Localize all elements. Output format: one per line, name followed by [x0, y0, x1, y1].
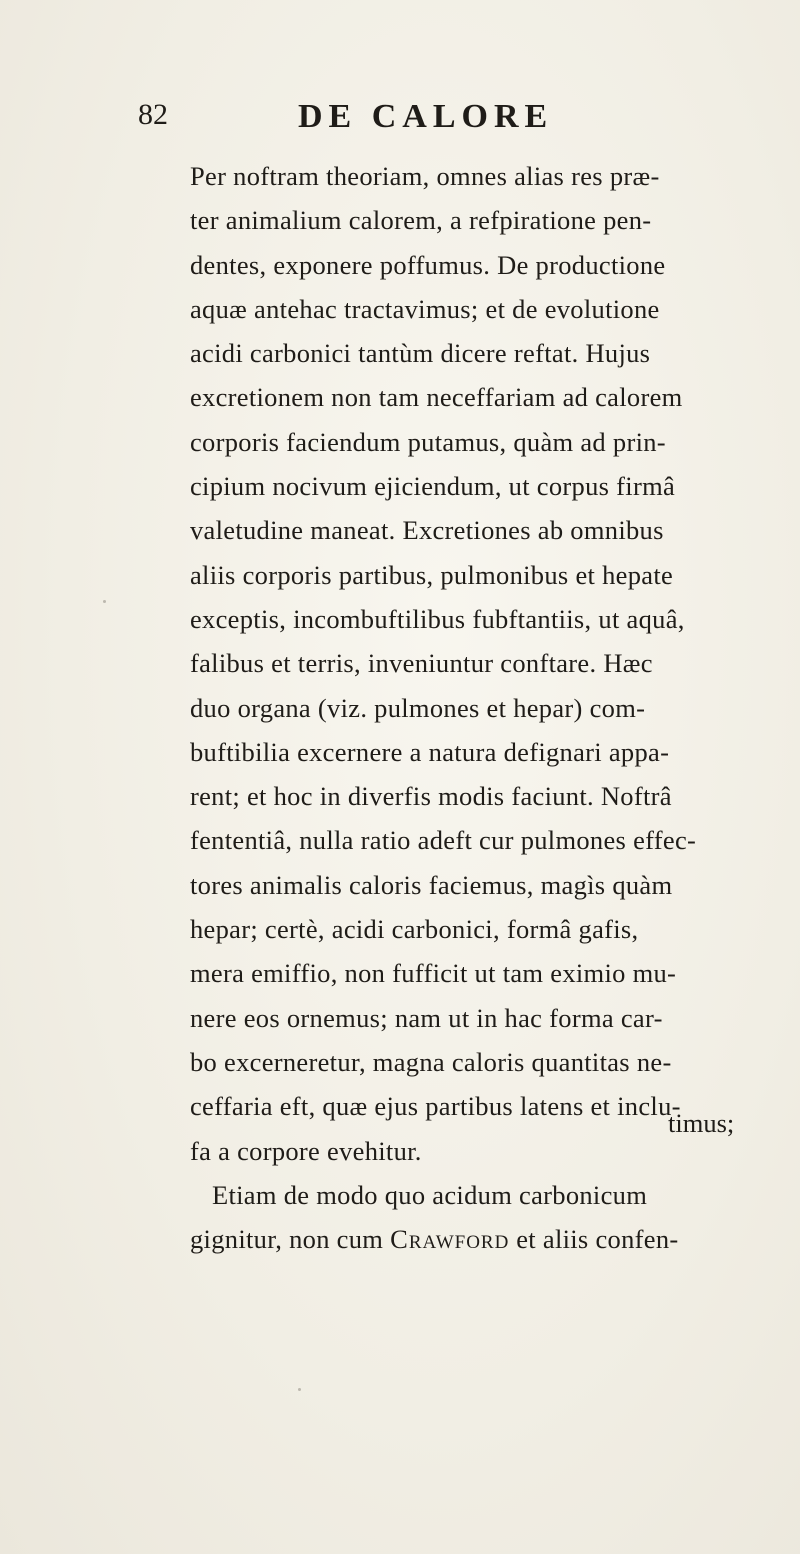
text-segment: et aliis confen- [509, 1224, 679, 1255]
running-title: DE CALORE [298, 98, 554, 135]
text-line: aliis corporis partibus, pulmonibus et hepate [190, 559, 674, 590]
page-number: 82 [138, 98, 168, 131]
page-header [138, 98, 758, 148]
text-line: valetudine maneat. Excretiones ab omnibus [190, 515, 664, 546]
text-segment: gignitur, non cum [190, 1224, 391, 1255]
text-line: falibus et terris, inveniuntur conftare. Hæc [190, 648, 653, 679]
paragraph-2-line-2 [190, 1217, 770, 1261]
body-text [190, 154, 770, 1261]
catchword: timus; [668, 1108, 735, 1138]
text-line: fa a corpore evehitur. [190, 1135, 422, 1166]
text-line: excretionem non tam neceffariam ad calorem [190, 382, 683, 413]
paper-speck [298, 1388, 301, 1391]
text-line: cipium nocivum ejiciendum, ut corpus firmâ [190, 471, 676, 502]
text-line: nere eos ornemus; nam ut in hac forma car- [190, 1002, 663, 1033]
text-line: ceffaria eft, quæ ejus partibus latens et inclu- [190, 1091, 681, 1122]
text-line: ter animalium calorem, a refpiratione pen- [190, 205, 652, 236]
text-line: exceptis, incombuftilibus fubftantiis, ut aquâ, [190, 603, 685, 634]
author-name: Crawford [390, 1224, 510, 1255]
text-line: dentes, exponere poffumus. De productione [190, 249, 666, 280]
text-line: corporis faciendum putamus, quàm ad prin- [190, 426, 666, 457]
text-line: tores animalis caloris faciemus, magìs quàm [190, 869, 673, 900]
paragraph-2-line-1: Etiam de modo quo acidum carbonicum [212, 1179, 648, 1210]
text-line: duo organa (viz. pulmones et hepar) com- [190, 692, 646, 723]
text-line: hepar; certè, acidi carbonici, formâ gafis, [190, 914, 639, 945]
paper-speck [103, 600, 106, 603]
text-line: acidi carbonici tantùm dicere reftat. Hujus [190, 338, 651, 369]
text-line: aquæ antehac tractavimus; et de evolutione [190, 293, 660, 324]
text-line: bo excerneretur, magna caloris quantitas ne- [190, 1046, 672, 1077]
text-line: buftibilia excernere a natura defignari appa- [190, 736, 670, 767]
text-line: Per noftram theoriam, omnes alias res præ- [190, 161, 660, 191]
text-line: fententiâ, nulla ratio adeft cur pulmones effec- [190, 825, 697, 856]
text-line: rent; et hoc in diverfis modis faciunt. Noftrâ [190, 781, 672, 812]
text-line: mera emiffio, non fufficit ut tam eximio mu- [190, 958, 677, 989]
